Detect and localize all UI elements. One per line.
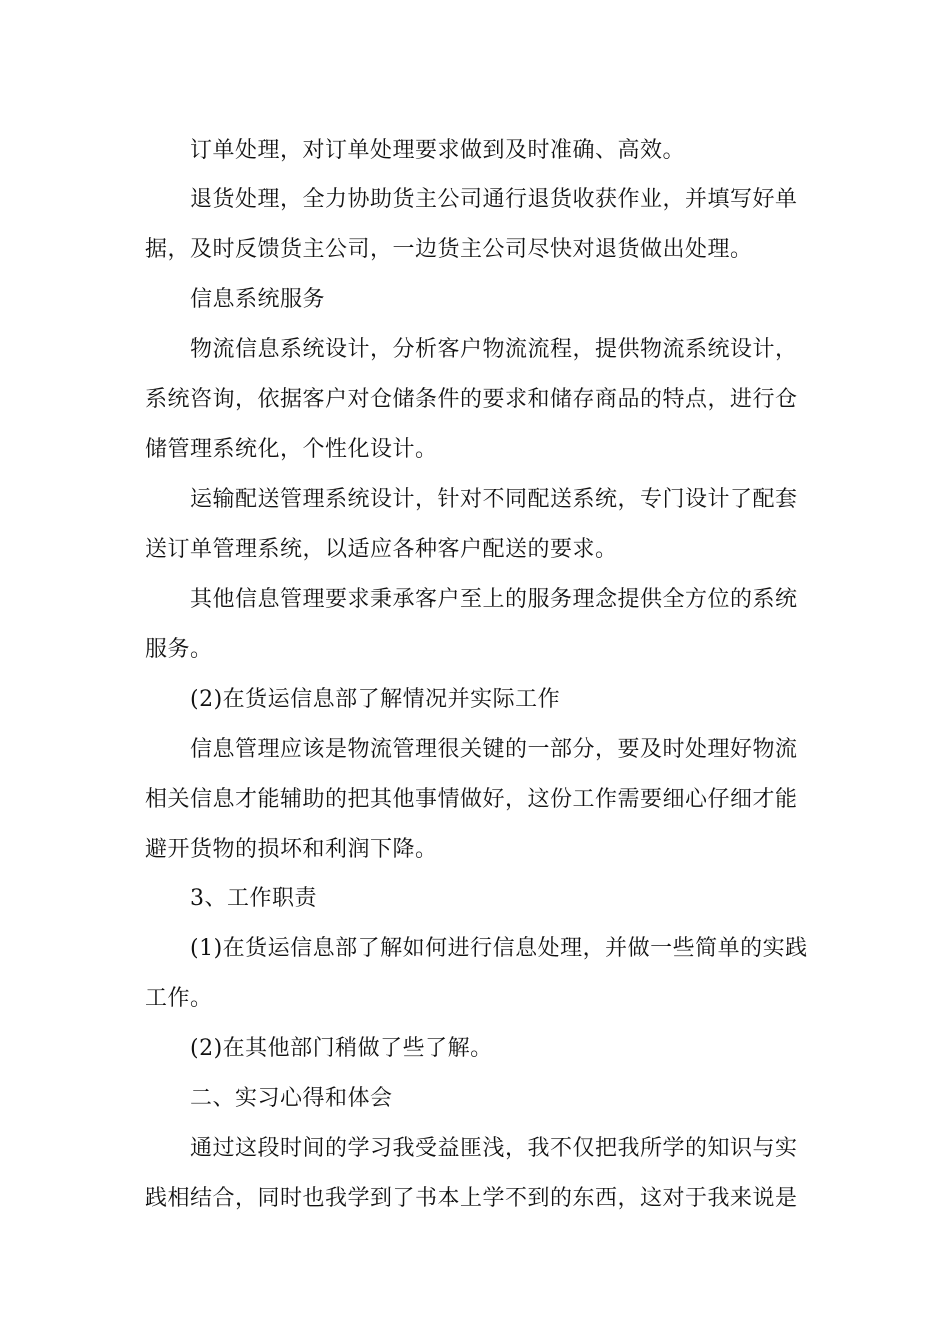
paragraph-line: 退货处理，全力协助货主公司通行退货收获作业，并填写好单 xyxy=(190,187,798,212)
section-heading: 3、工作职责 xyxy=(190,886,317,911)
paragraph-line: 物流信息系统设计，分析客户物流流程，提供物流系统设计， xyxy=(190,337,798,362)
section-heading: 信息系统服务 xyxy=(190,287,326,312)
paragraph-line: 储管理系统化，个性化设计。 xyxy=(145,437,438,462)
paragraph-line: 其他信息管理要求秉承客户至上的服务理念提供全方位的系统 xyxy=(190,587,798,612)
paragraph-line: 据，及时反馈货主公司，一边货主公司尽快对退货做出处理。 xyxy=(145,237,753,262)
section-heading: 二、实习心得和体会 xyxy=(190,1086,393,1111)
paragraph-line: 订单处理，对订单处理要求做到及时准确、高效。 xyxy=(190,138,686,163)
section-heading: (2)在货运信息部了解情况并实际工作 xyxy=(190,687,561,712)
paragraph-line: 践相结合，同时也我学到了书本上学不到的东西，这对于我来说是 xyxy=(145,1186,798,1211)
paragraph-line: 信息管理应该是物流管理很关键的一部分，要及时处理好物流 xyxy=(190,737,798,762)
paragraph-line: 送订单管理系统，以适应各种客户配送的要求。 xyxy=(145,537,618,562)
paragraph-line: 运输配送管理系统设计，针对不同配送系统，专门设计了配套 xyxy=(190,487,798,512)
paragraph-line: 通过这段时间的学习我受益匪浅，我不仅把我所学的知识与实 xyxy=(190,1136,798,1161)
paragraph-line: 工作。 xyxy=(145,986,213,1011)
paragraph-line: 避开货物的损坏和利润下降。 xyxy=(145,837,438,862)
paragraph-line: 相关信息才能辅助的把其他事情做好，这份工作需要细心仔细才能 xyxy=(145,787,798,812)
paragraph-line: (2)在其他部门稍做了些了解。 xyxy=(190,1036,493,1061)
paragraph-line: 系统咨询，依据客户对仓储条件的要求和储存商品的特点，进行仓 xyxy=(145,387,798,412)
paragraph-line: (1)在货运信息部了解如何进行信息处理，并做一些简单的实践 xyxy=(190,936,808,961)
paragraph-line: 服务。 xyxy=(145,637,213,662)
